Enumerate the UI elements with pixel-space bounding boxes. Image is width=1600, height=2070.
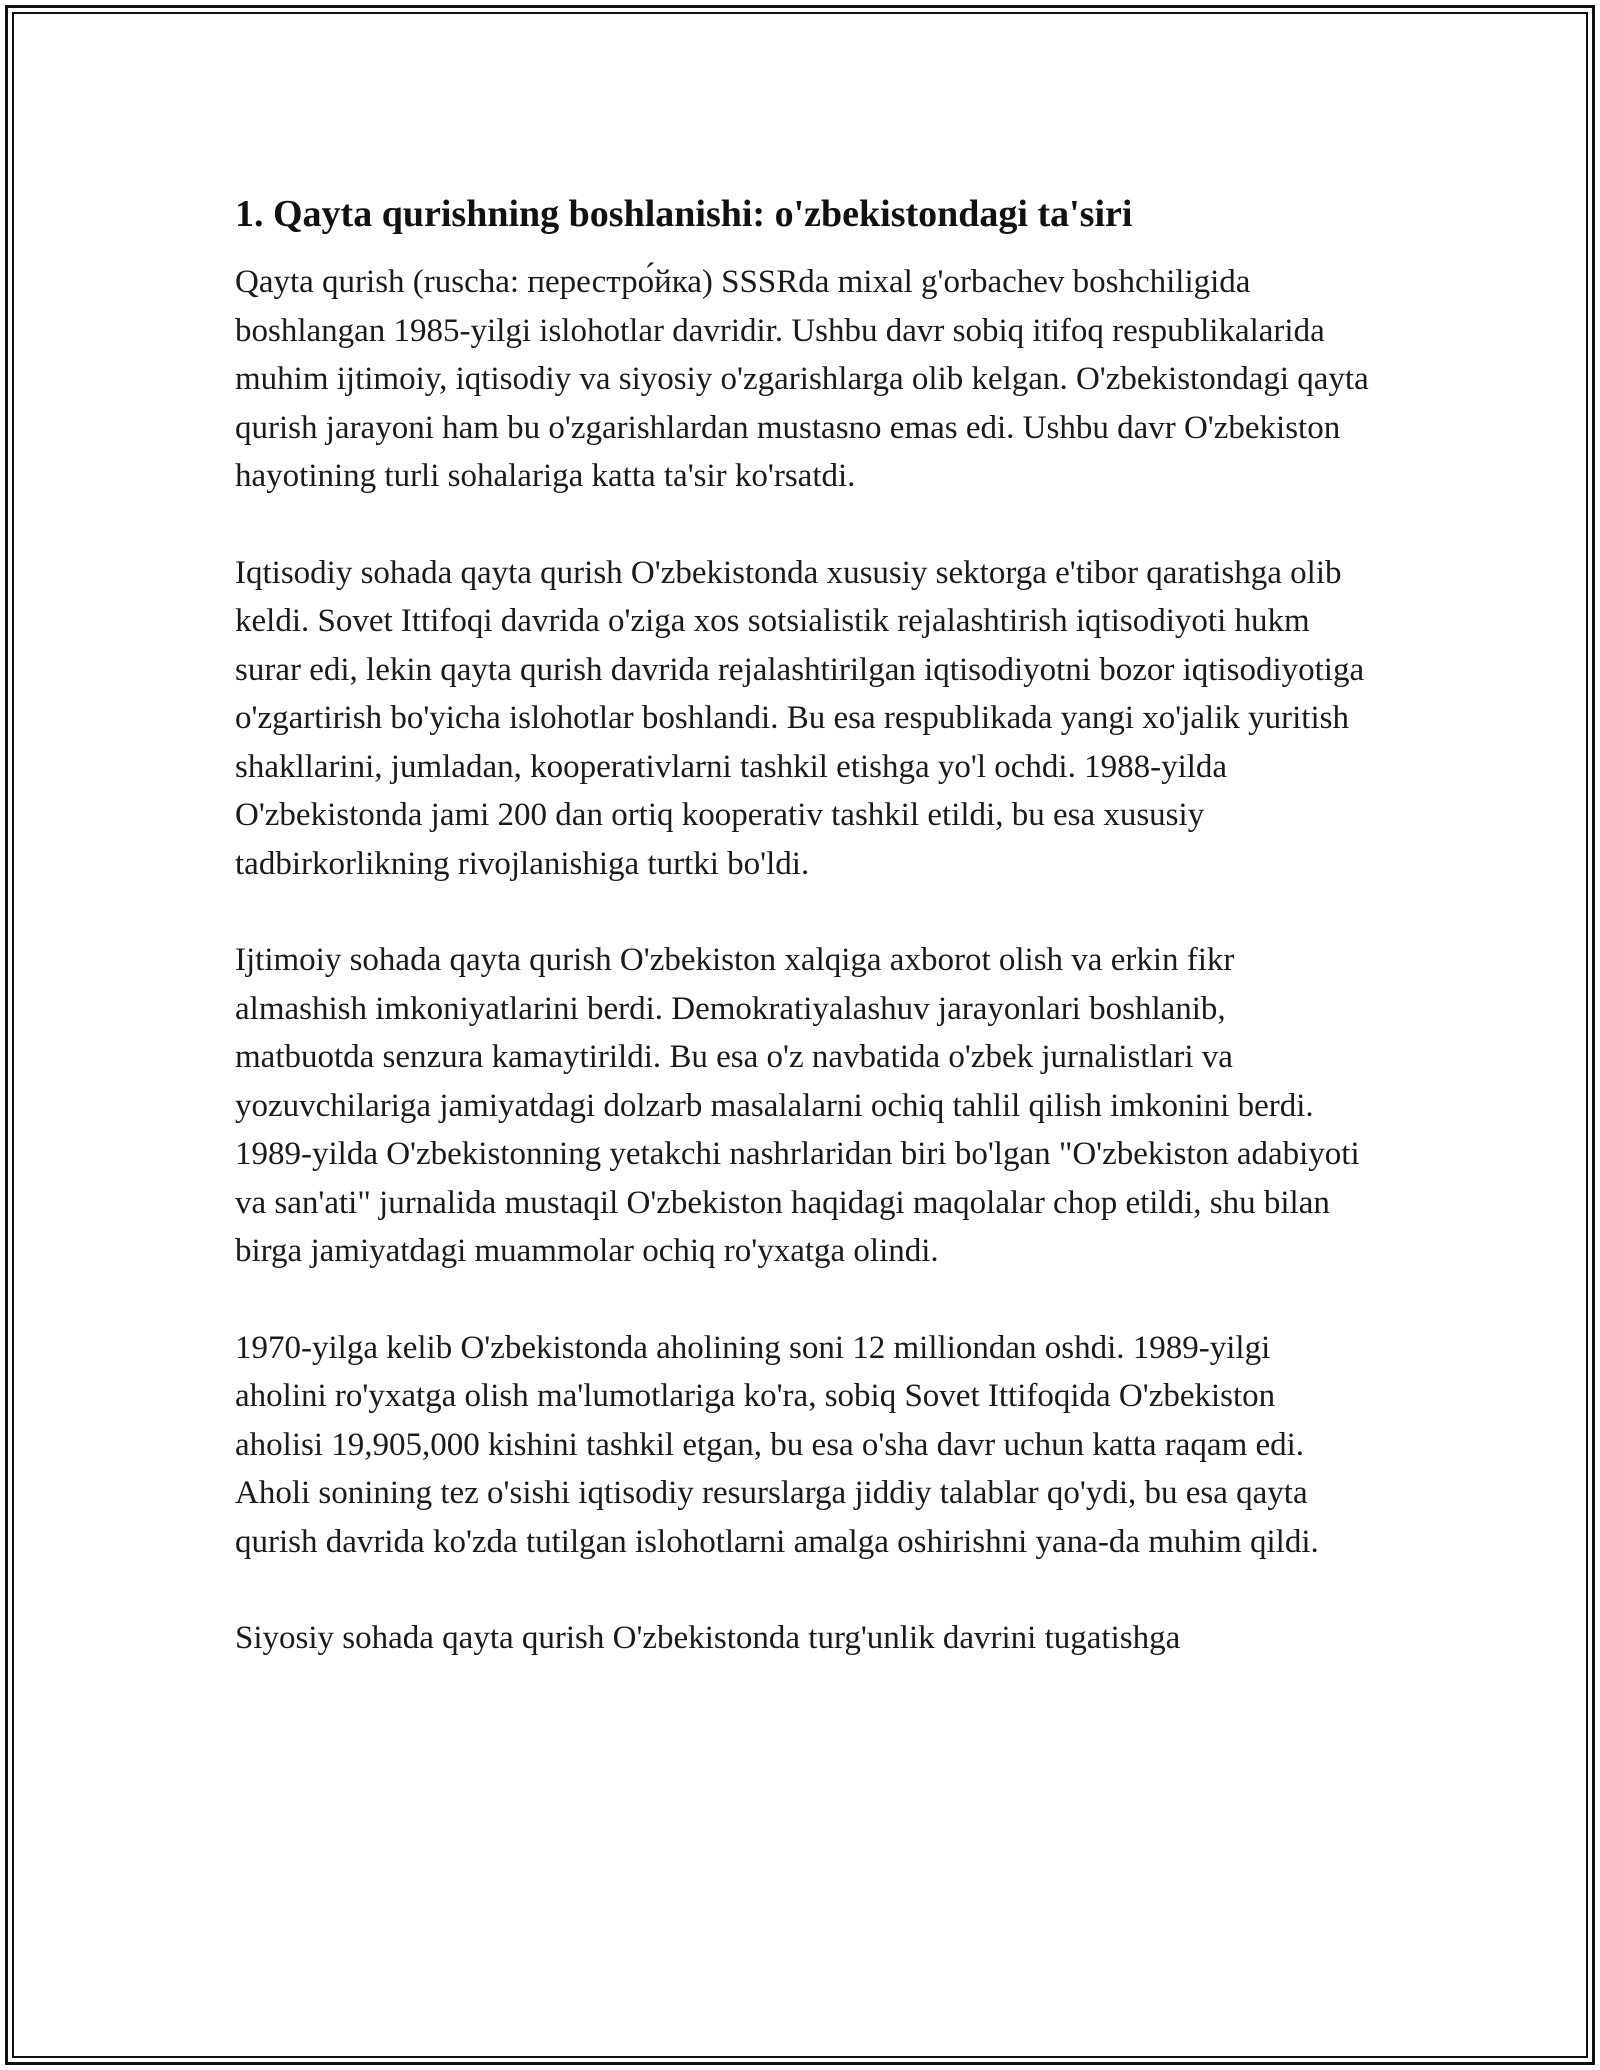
document-body (235, 188, 1370, 1663)
paragraph-population: 1970-yilga kelib O'zbekistonda aholining soni 12 milliondan oshdi. 1989-yilgi aholini ro'yxatga olish ma'lumotlariga ko'ra, sobiq Sovet Ittifoqida O'zbekiston aholisi 19,905,000 kishini tashkil etgan, bu esa o'sha davr uchun katta raqam edi. Aholi sonining tez o'sishi iqtisodiy resurslarga jiddiy talablar qo'ydi, bu esa qayta qurish davrida ko'zda tutilgan islohotlarni amalga oshirishni yana-da muhim qildi. (235, 1329, 1319, 1560)
paragraph-political: Siyosiy sohada qayta qurish O'zbekistonda turg'unlik davrini tugatishga (235, 1620, 1181, 1656)
section-heading: 1. Qayta qurishning boshlanishi: o'zbekistondagi ta'siri (235, 193, 1133, 235)
paragraph-economic: Iqtisodiy sohada qayta qurish O'zbekistonda xususiy sektorga e'tibor qaratishga olib keldi. Sovet Ittifoqi davrida o'ziga xos sotsialistik rejalashtirish iqtisodiyoti hukm surar edi, lekin qayta qurish davrida rejalashtirilgan iqtisodiyotni bozor iqtisodiyotiga o'zgartirish bo'yicha islohotlar boshlandi. Bu esa respublikada yangi xo'jalik yuritish shakllarini, jumladan, kooperativlarni tashkil etishga yo'l ochdi. 1988-yilda O'zbekistonda jami 200 dan ortiq kooperativ tashkil etildi, bu esa xususiy tadbirkorlikning rivojlanishiga turtki bo'ldi. (235, 554, 1365, 882)
paragraph-intro: Qayta qurish (ruscha: перестро́йка) SSSRda mixal g'orbachev boshchiligida boshlangan 1985-yilgi islohotlar davridir. Ushbu davr sobiq itifoq respublikalarida muhim ijtimoiy, iqtisodiy va siyosiy o'zgarishlarga olib kelgan. O'zbekistondagi qayta qurish jarayoni ham bu o'zgarishlardan mustasno emas edi. Ushbu davr O'zbekiston hayotining turli sohalariga katta ta'sir ko'rsatdi. (235, 264, 1369, 494)
paragraph-social: Ijtimoiy sohada qayta qurish O'zbekiston xalqiga axborot olish va erkin fikr almashish imkoniyatlarini berdi. Demokratiyalashuv jarayonlari boshlanib, matbuotda senzura kamaytirildi. Bu esa o'z navbatida o'zbek jurnalistlari va yozuvchilariga jamiyatdagi dolzarb masalalarni ochiq tahlil qilish imkonini berdi. 1989-yilda O'zbekistonning yetakchi nashrlaridan biri bo'lgan "O'zbekiston adabiyoti va san'ati" jurnalida mustaqil O'zbekiston haqidagi maqolalar chop etildi, shu bilan birga jamiyatdagi muammolar ochiq ro'yxatga olindi. (235, 942, 1360, 1269)
